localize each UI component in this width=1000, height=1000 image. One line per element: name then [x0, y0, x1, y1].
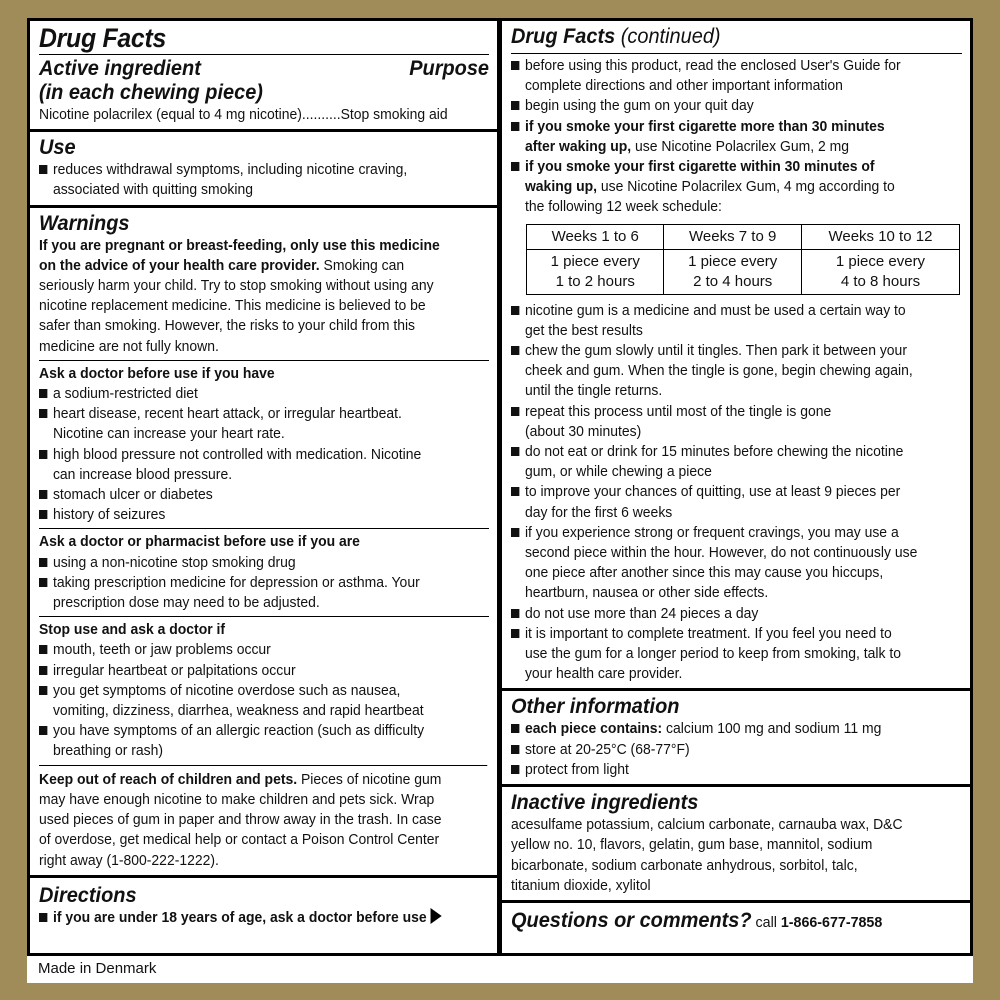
active-ingredient-section [30, 21, 497, 132]
ask-pharmacist-subsection [39, 528, 489, 613]
stop-use-list [39, 640, 489, 761]
list-item: taking prescription medicine for depression or asthma. Your prescription dose may need to be adjusted. [39, 573, 487, 613]
bullet-square-icon [39, 445, 53, 485]
list-item: using a non-nicotine stop smoking drug [39, 553, 487, 573]
bullet-square-icon [511, 624, 525, 685]
bullet-square-icon [511, 523, 525, 604]
table-cell: 1 piece every 4 to 8 hours [801, 249, 959, 294]
list-item: repeat this process until most of the tingle is gone (about 30 minutes) [511, 402, 960, 442]
table-header-cell: Weeks 1 to 6 [527, 224, 664, 249]
list-item: it is important to complete treatment. If you feel you need to use the gum for a longer period to keep from smoking, talk to your health care provider. [511, 624, 960, 685]
active-ingredient-line: Nicotine polacrilex (equal to 4 mg nicotine)..........Stop smoking aid [39, 106, 448, 123]
bullet-square-icon [511, 719, 525, 739]
bullet-square-icon [511, 442, 525, 482]
use-heading: Use [39, 136, 76, 160]
bullet-square-icon [39, 573, 53, 613]
bullet-square-icon [511, 96, 525, 116]
bullet-square-icon [39, 553, 53, 573]
table-cell: 1 piece every 1 to 2 hours [527, 249, 664, 294]
list-item: chew the gum slowly until it tingles. Then park it between your cheek and gum. When the tingle is gone, begin chewing again, until the tingle returns. [511, 341, 960, 402]
questions-section [502, 903, 970, 937]
list-item: if you are under 18 years of age, ask a doctor before use [39, 908, 487, 928]
bullet-square-icon [39, 384, 53, 404]
other-information-heading: Other information [511, 695, 680, 719]
made-in-footer: Made in Denmark [27, 956, 973, 983]
bullet-square-icon [39, 505, 53, 525]
bullet-square-icon [511, 604, 525, 624]
list-item: before using this product, read the enclosed User's Guide for complete directions and other important information [511, 56, 960, 96]
use-section [30, 132, 497, 207]
ask-pharmacist-list [39, 553, 489, 614]
inactive-ingredients-text: acesulfame potassium, calcium carbonate, carnauba wax, D&C yellow no. 10, flavors, gelatin, gum base, mannitol, sodium bicarbonate, sodium carbonate anhydrous, sorbitol, talc, titanium dioxide, xylitol [511, 816, 903, 894]
bullet-square-icon [511, 402, 525, 442]
warnings-section [30, 208, 497, 878]
phone-number: 1-866-677-7858 [780, 913, 883, 931]
bullet-square-icon [511, 760, 525, 780]
list-item: if you smoke your first cigarette more than 30 minutes after waking up, use Nicotine Polacrilex Gum, 2 mg [511, 117, 960, 157]
bullet-square-icon [39, 661, 53, 681]
questions-heading: Questions or comments? [511, 908, 752, 932]
directions-section [30, 878, 497, 932]
list-item: protect from light [511, 760, 960, 780]
list-item: mouth, teeth or jaw problems occur [39, 640, 487, 660]
active-ingredient-heading: Active ingredient [39, 57, 201, 80]
list-item: high blood pressure not controlled with medication. Nicotine can increase blood pressure. [39, 445, 487, 485]
directions-list-top [511, 56, 962, 117]
other-information-section [502, 691, 970, 787]
bullet-square-icon [39, 908, 53, 928]
continue-arrow-icon [430, 908, 441, 924]
pregnancy-warning: If you are pregnant or breast-feeding, only use this medicine on the advice of your health care provider. Smoking can seriously harm your child. Try to stop smoking without using any nicotine replacement medicine. This medicine is believed to be safer than smoking. However, the risks to your child from this medicine are not fully known. [39, 236, 440, 355]
list-item: store at 20-25°C (68-77°F) [511, 740, 960, 760]
drug-facts-right-panel [499, 18, 973, 956]
table-header-cell: Weeks 10 to 12 [801, 224, 959, 249]
ask-doctor-list [39, 384, 489, 525]
directions-continued-section [502, 21, 970, 691]
list-item: if you experience strong or frequent cravings, you may use a second piece within the hour. However, do not continuously use one piece after another since this may cause you hiccups, heartburn, nausea or other side effects. [511, 523, 960, 604]
ask-doctor-subsection [39, 360, 489, 526]
bullet-square-icon [39, 485, 53, 505]
ask-doctor-heading: Ask a doctor before use if you have [39, 364, 275, 382]
list-item: a sodium-restricted diet [39, 384, 487, 404]
table-row [527, 224, 960, 249]
bullet-square-icon [511, 301, 525, 341]
list-item: each piece contains: calcium 100 mg and sodium 11 mg [511, 719, 960, 739]
bullet-square-icon [39, 160, 53, 200]
bullet-square-icon [39, 640, 53, 660]
warnings-heading: Warnings [39, 211, 130, 235]
drug-facts-title: Drug Facts [39, 23, 166, 53]
list-item: do not use more than 24 pieces a day [511, 604, 960, 624]
list-item: history of seizures [39, 505, 487, 525]
bullet-square-icon [39, 721, 53, 761]
list-item: stomach ulcer or diabetes [39, 485, 487, 505]
bullet-square-icon [511, 482, 525, 522]
table-cell: 1 piece every 2 to 4 hours [664, 249, 801, 294]
directions-heading: Directions [39, 883, 137, 907]
list-item: reduces withdrawal symptoms, including nicotine craving, associated with quitting smoking [39, 160, 487, 200]
list-item: nicotine gum is a medicine and must be used a certain way to get the best results [511, 301, 960, 341]
bullet-square-icon [511, 56, 525, 96]
bullet-square-icon [511, 341, 525, 402]
drug-facts-left-panel [27, 18, 500, 956]
bullet-square-icon [511, 157, 525, 218]
drug-facts-continued-title: Drug Facts (continued) [511, 25, 721, 48]
active-ingredient-subheading: (in each chewing piece) [39, 81, 263, 104]
bullet-square-icon [39, 681, 53, 721]
questions-line: Questions or comments? call 1-866-677-7858 [511, 908, 883, 932]
stop-use-subsection [39, 616, 489, 761]
inactive-ingredients-section [502, 787, 970, 903]
schedule-table [526, 224, 960, 295]
inactive-ingredients-heading: Inactive ingredients [511, 791, 699, 815]
list-item: to improve your chances of quitting, use at least 9 pieces per day for the first 6 weeks [511, 482, 960, 522]
list-item: irregular heartbeat or palpitations occur [39, 661, 487, 681]
bullet-square-icon [511, 740, 525, 760]
list-item: do not eat or drink for 15 minutes before chewing the nicotine gum, or while chewing a piece [511, 442, 960, 482]
table-row [527, 249, 960, 294]
list-item: begin using the gum on your quit day [511, 96, 960, 116]
list-item: you have symptoms of an allergic reaction (such as difficulty breathing or rash) [39, 721, 487, 761]
ask-pharmacist-heading: Ask a doctor or pharmacist before use if you are [39, 533, 360, 551]
list-item: if you smoke your first cigarette within 30 minutes of waking up, use Nicotine Polacrilex Gum, 4 mg according to the following 12 week schedule: [511, 157, 960, 218]
keep-out-of-reach: Keep out of reach of children and pets. Pieces of nicotine gum may have enough nicotine to make children and pets sick. Wrap used pieces of gum in paper and throw away in the trash. In case of overdose, get medical help or contact a Poison Control Center right away (1-800-222-1222). [39, 765, 487, 871]
bullet-square-icon [39, 404, 53, 444]
bullet-square-icon [511, 117, 525, 157]
purpose-heading: Purpose [409, 57, 489, 80]
stop-use-heading: Stop use and ask a doctor if [39, 621, 226, 639]
table-header-cell: Weeks 7 to 9 [664, 224, 801, 249]
list-item: you get symptoms of nicotine overdose such as nausea, vomiting, dizziness, diarrhea, weakness and rapid heartbeat [39, 681, 487, 721]
directions-list-bottom [511, 301, 962, 685]
list-item: heart disease, recent heart attack, or irregular heartbeat. Nicotine can increase your heart rate. [39, 404, 487, 444]
